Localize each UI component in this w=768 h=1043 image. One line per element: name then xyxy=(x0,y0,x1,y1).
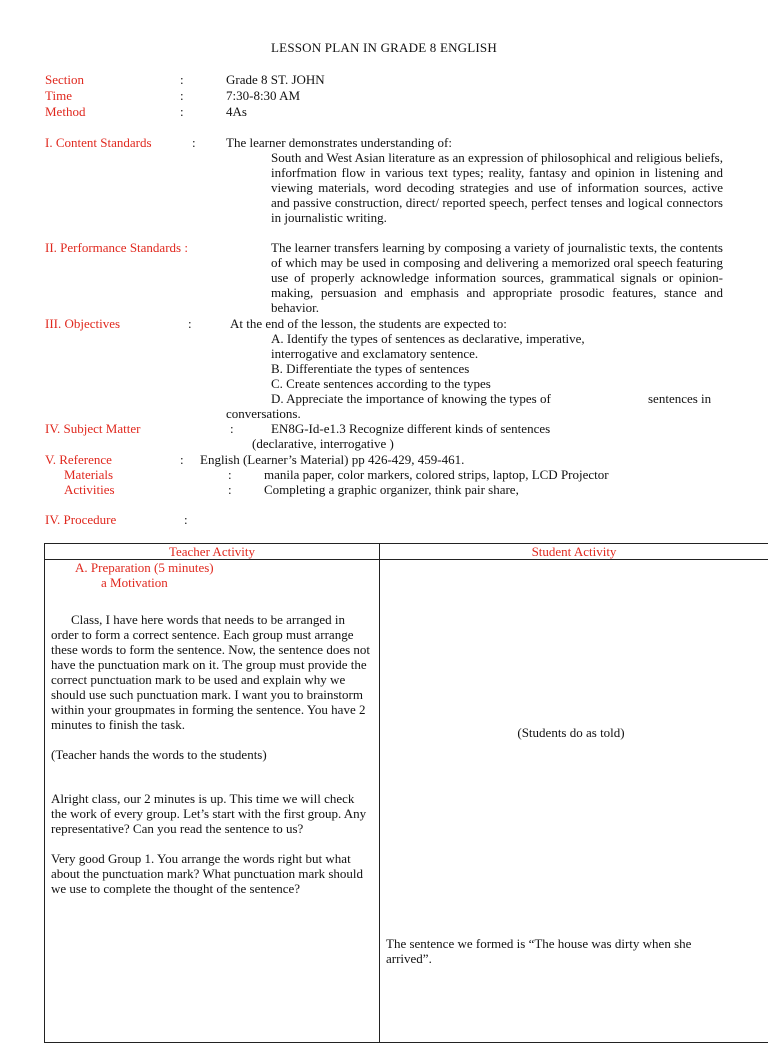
subject-matter-label: IV. Subject Matter xyxy=(45,421,141,436)
time-label: Time xyxy=(45,88,72,103)
teacher-paragraph-2: (Teacher hands the words to the students) xyxy=(51,747,267,762)
teacher-paragraph-3: Alright class, our 2 minutes is up. This time we will check the work of every group. Let’s start with the first group. Any representative? Can you read the sentence to us? xyxy=(51,791,367,836)
student-activity-header: Student Activity xyxy=(531,544,617,559)
performance-standards-label: II. Performance Standards : xyxy=(45,240,188,255)
method-label: Method xyxy=(45,104,86,119)
time-value: 7:30-8:30 AM xyxy=(226,88,301,103)
document-title: LESSON PLAN IN GRADE 8 ENGLISH xyxy=(271,40,497,55)
reference-value: English (Learner’s Material) pp 426-429, 459-461. xyxy=(200,452,465,467)
procedure-table xyxy=(44,543,768,1043)
activities-label: Activities xyxy=(64,482,115,497)
teacher-activity-cell xyxy=(51,560,371,896)
column-divider xyxy=(379,544,380,1042)
objectives-colon: : xyxy=(188,316,192,331)
objectives-intro: At the end of the lesson, the students are expected to: xyxy=(230,316,507,331)
content-standards-colon: : xyxy=(192,135,196,150)
subject-matter-line2: (declarative, interrogative ) xyxy=(252,436,394,451)
reference-label: V. Reference xyxy=(45,452,112,467)
reference-colon: : xyxy=(180,452,184,467)
activities-colon: : xyxy=(228,482,232,497)
performance-standards-body: The learner transfers learning by composing a variety of journalistic texts, the contents of which may be used in composing and delivering a memorized oral speech featuring use of properly acknowledge information sources, grammatical signals or opinion- making, persuasion and emphasis and appropriate prosodic features, stance and behavior. xyxy=(271,240,723,315)
method-colon: : xyxy=(180,104,184,119)
activities-value: Completing a graphic organizer, think pair share, xyxy=(264,482,519,497)
objective-b: B. Differentiate the types of sentences xyxy=(271,361,470,376)
teacher-paragraph-4: Very good Group 1. You arrange the words right but what about the punctuation mark? What punctuation mark should we use to complete the thought of the sentence? xyxy=(51,851,364,896)
objective-d-part2: sentences in xyxy=(648,391,712,406)
student-response-1: (Students do as told) xyxy=(517,725,625,740)
method-value: 4As xyxy=(226,104,247,119)
preparation-heading: A. Preparation (5 minutes) xyxy=(75,560,214,575)
content-standards-label: I. Content Standards xyxy=(45,135,152,150)
section-value: Grade 8 ST. JOHN xyxy=(226,72,325,87)
objective-d-line2: conversations. xyxy=(226,406,301,421)
procedure-label: IV. Procedure xyxy=(45,512,117,527)
procedure-table-header xyxy=(45,544,768,560)
teacher-paragraph-1: Class, I have here words that needs to be arranged in order to form a correct sentence. Each group must arrange these words to form the sentence. Now, the sentence does not have the punctuation mark on it. The group must provide the correct punctuation mark to be used and explain why we should use such punctuation mark. I want you to brainstorm within your groupmates in forming the sentence. You have 2 minutes to finish the task. xyxy=(51,612,371,732)
materials-value: manila paper, color markers, colored strips, laptop, LCD Projector xyxy=(264,467,609,482)
section-label: Section xyxy=(45,72,84,87)
subject-matter-colon: : xyxy=(230,421,234,436)
subject-matter-line1: EN8G-Id-e1.3 Recognize different kinds of sentences xyxy=(271,421,551,436)
objective-c: C. Create sentences according to the types xyxy=(271,376,491,391)
materials-colon: : xyxy=(228,467,232,482)
content-standards-intro: The learner demonstrates understanding of: xyxy=(226,135,452,150)
section-colon: : xyxy=(180,72,184,87)
student-response-2: The sentence we formed is “The house was dirty when she arrived”. xyxy=(386,936,692,966)
motivation-heading: a Motivation xyxy=(101,575,168,590)
objective-a-line1: A. Identify the types of sentences as declarative, imperative, xyxy=(271,331,585,346)
objective-d-part1: D. Appreciate the importance of knowing the types of xyxy=(271,391,551,406)
objective-a-line2: interrogative and exclamatory sentence. xyxy=(271,346,479,361)
objectives-label: III. Objectives xyxy=(45,316,121,331)
time-colon: : xyxy=(180,88,184,103)
teacher-activity-header: Teacher Activity xyxy=(168,544,256,559)
materials-label: Materials xyxy=(64,467,114,482)
content-standards-body: South and West Asian literature as an expression of philosophical and religious beliefs, inforfmation flow in various text types; reality, fantasy and opinion in listening and viewing materials, word decoding strategies and use of information sources, active and passive construction, direct/ reported speech, perfect tenses and logical connectors in journalistic writing. xyxy=(271,150,723,225)
procedure-colon: : xyxy=(184,512,188,527)
